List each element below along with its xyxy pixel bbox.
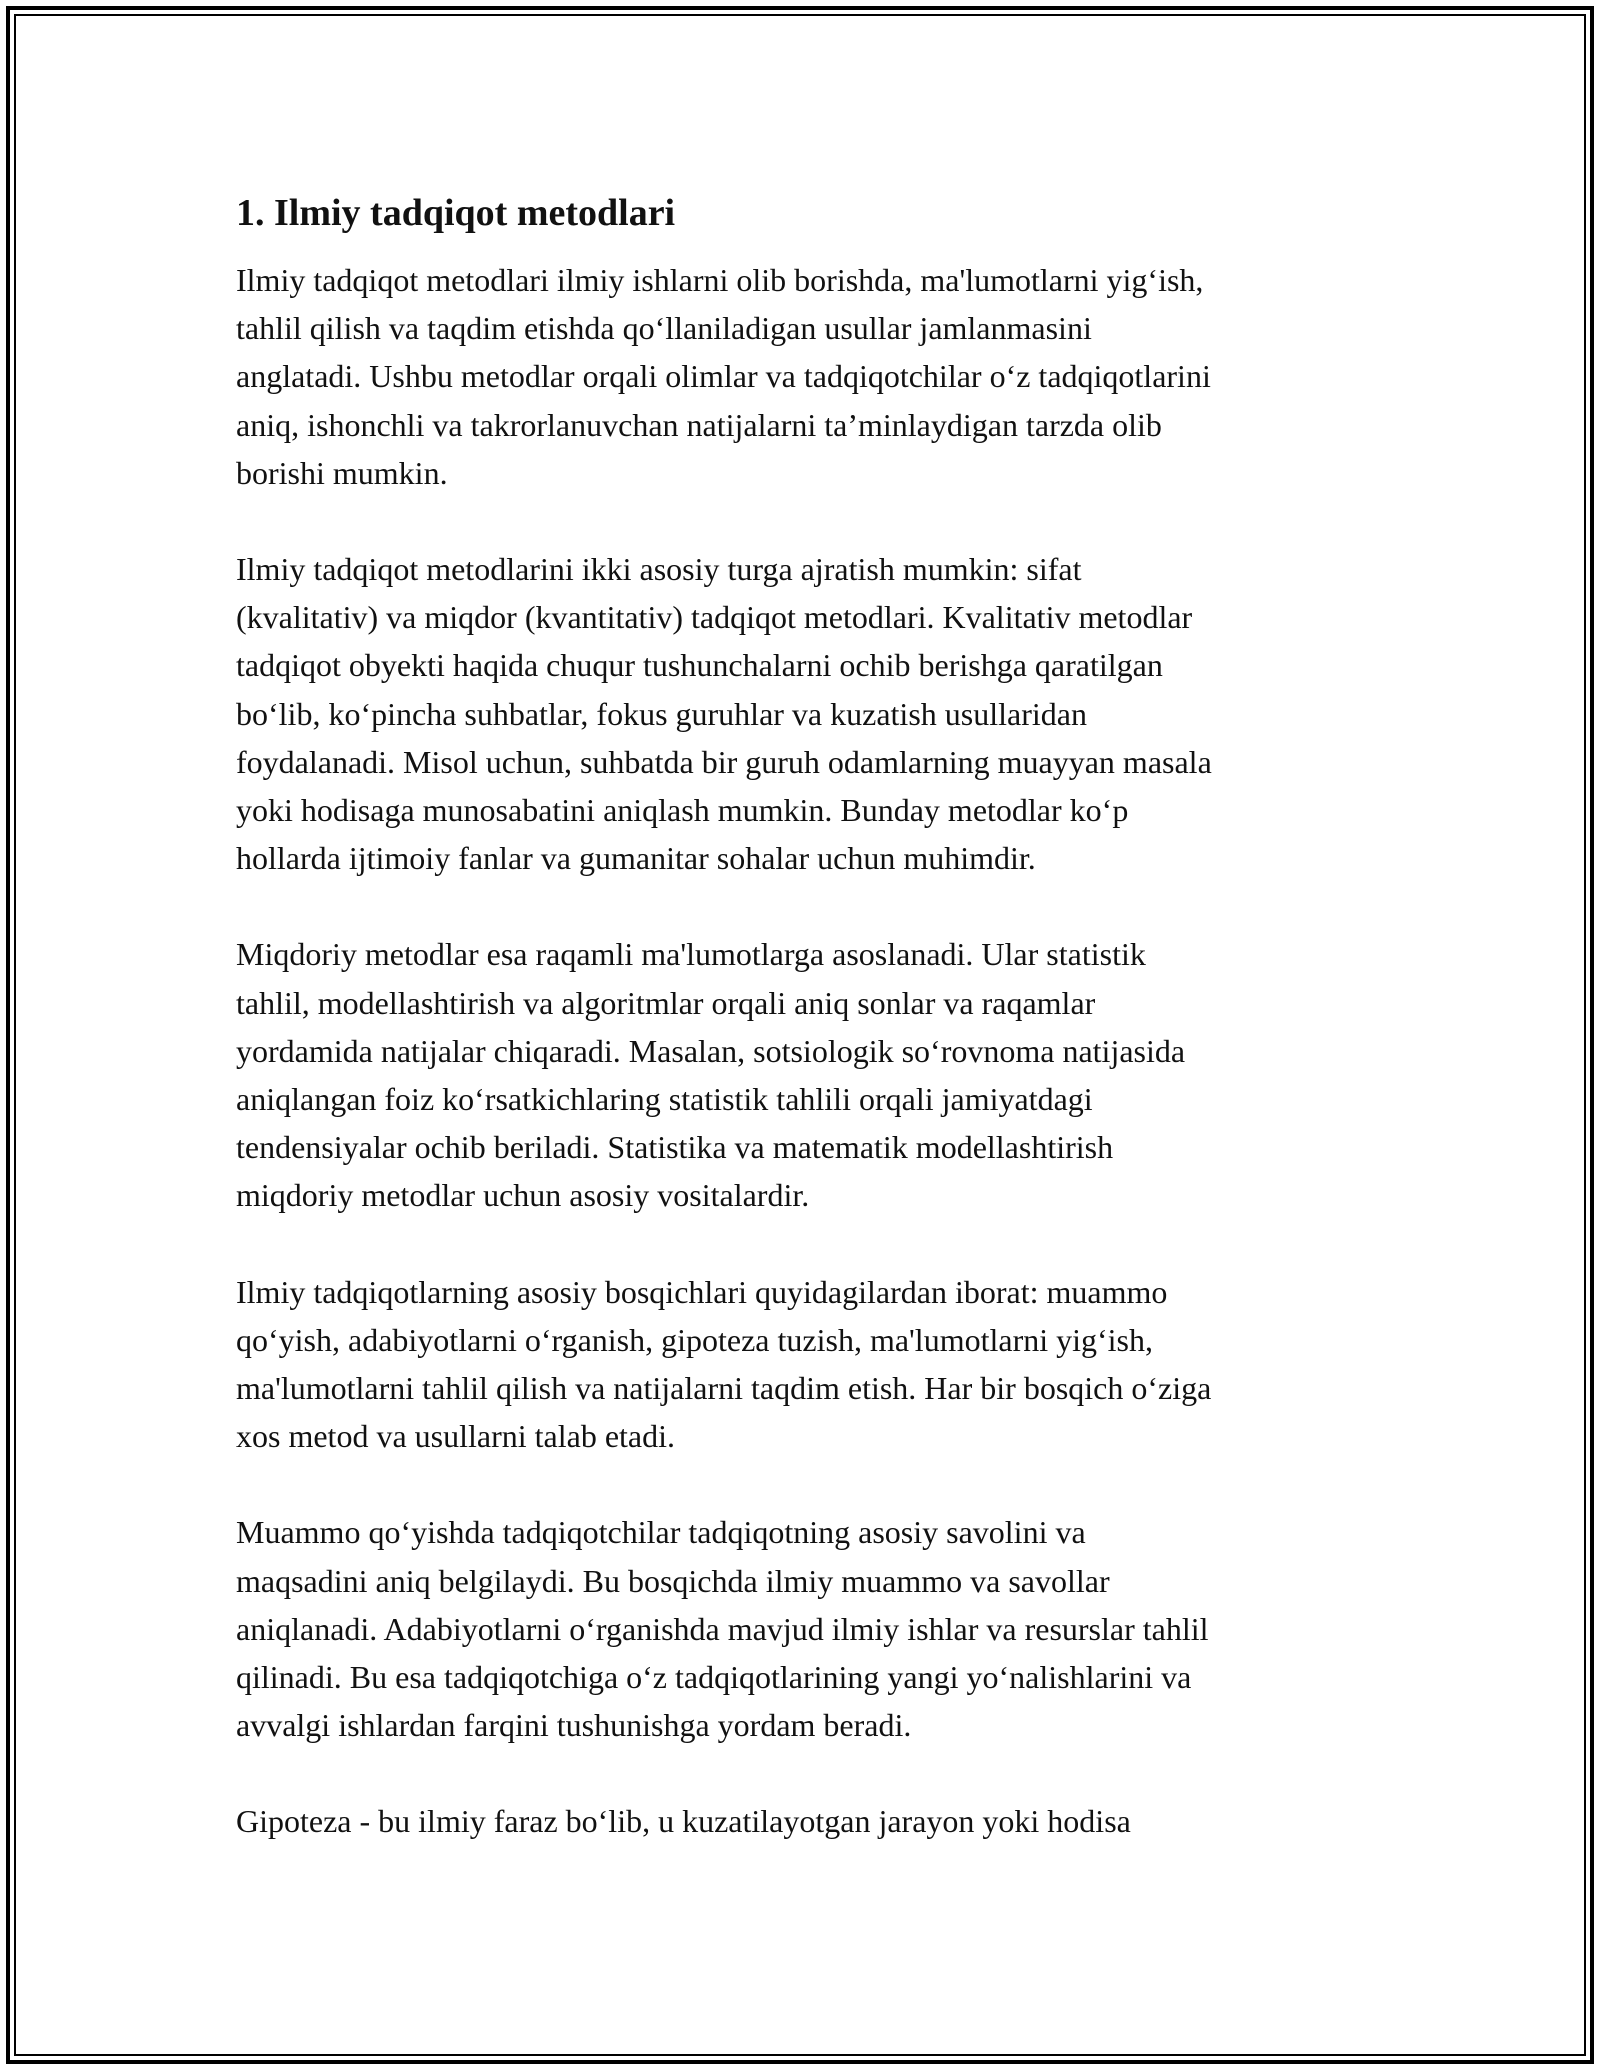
text-line: yordamida natijalar chiqaradi. Masalan, sotsiologik so‘rovnoma natijasida bbox=[236, 1032, 1186, 1069]
text-line: miqdoriy metodlar uchun asosiy vositalardir. bbox=[236, 1177, 810, 1214]
text-line: yoki hodisaga munosabatini aniqlash mumkin. Bunday metodlar ko‘p bbox=[236, 792, 1129, 829]
text-line: avvalgi ishlardan farqini tushunishga yordam beradi. bbox=[236, 1707, 912, 1744]
text-line: Muammo qo‘yishda tadqiqotchilar tadqiqotning asosiy savolini va bbox=[236, 1514, 1086, 1551]
text-line: Ilmiy tadqiqot metodlari ilmiy ishlarni olib borishda, ma'lumotlarni yig‘ish, bbox=[236, 262, 1204, 298]
paragraph bbox=[236, 1797, 1366, 1845]
text-line: borishi mumkin. bbox=[236, 454, 448, 491]
text-line: hollarda ijtimoiy fanlar va gumanitar sohalar uchun muhimdir. bbox=[236, 840, 1036, 877]
text-line: maqsadini aniq belgilaydi. Bu bosqichda ilmiy muammo va savollar bbox=[236, 1562, 1110, 1599]
text-line: Ilmiy tadqiqotlarning asosiy bosqichlari quyidagilardan iborat: muammo bbox=[236, 1273, 1168, 1310]
text-line: anglatadi. Ushbu metodlar orqali olimlar va tadqiqotchilar o‘z tadqiqotlarini bbox=[236, 358, 1211, 395]
paragraph bbox=[236, 930, 1366, 1219]
text-line: xos metod va usullarni talab etadi. bbox=[236, 1418, 675, 1455]
text-line: aniq, ishonchli va takrorlanuvchan natijalarni ta’minlaydigan tarzda olib bbox=[236, 406, 1162, 443]
text-line: tahlil qilish va taqdim etishda qo‘llaniladigan usullar jamlanmasini bbox=[236, 310, 1092, 347]
text-line: tahlil, modellashtirish va algoritmlar orqali aniq sonlar va raqamlar bbox=[236, 984, 1096, 1021]
text-line: Gipoteza - bu ilmiy faraz bo‘lib, u kuzatilayotgan jarayon yoki hodisa bbox=[236, 1803, 1131, 1840]
text-line: ma'lumotlarni tahlil qilish va natijalarni taqdim etish. Har bir bosqich o‘ziga bbox=[236, 1370, 1212, 1407]
paragraph bbox=[236, 1268, 1366, 1461]
text-line: Miqdoriy metodlar esa raqamli ma'lumotlarga asoslanadi. Ular statistik bbox=[236, 936, 1146, 973]
paragraph bbox=[236, 545, 1366, 882]
paragraph bbox=[236, 1508, 1366, 1749]
text-line: (kvalitativ) va miqdor (kvantitativ) tadqiqot metodlari. Kvalitativ metodlar bbox=[236, 599, 1193, 636]
text-line: aniqlanadi. Adabiyotlarni o‘rganishda mavjud ilmiy ishlar va resurslar tahlil bbox=[236, 1610, 1209, 1647]
text-line: aniqlangan foiz ko‘rsatkichlaring statistik tahlili orqali jamiyatdagi bbox=[236, 1081, 1093, 1118]
text-line: Ilmiy tadqiqot metodlarini ikki asosiy turga ajratish mumkin: sifat bbox=[236, 551, 1082, 588]
text-line: foydalanadi. Misol uchun, suhbatda bir guruh odamlarning muayyan masala bbox=[236, 743, 1212, 780]
section-heading: 1. Ilmiy tadqiqot metodlari bbox=[236, 192, 676, 234]
text-line: qilinadi. Bu esa tadqiqotchiga o‘z tadqiqotlarining yangi yo‘nalishlarini va bbox=[236, 1659, 1192, 1696]
paragraph bbox=[236, 256, 1366, 497]
document-body bbox=[236, 188, 1366, 1894]
paragraph-container bbox=[236, 256, 1366, 1846]
text-line: qo‘yish, adabiyotlarni o‘rganish, gipoteza tuzish, ma'lumotlarni yig‘ish, bbox=[236, 1321, 1153, 1358]
text-line: tadqiqot obyekti haqida chuqur tushunchalarni ochib berishga qaratilgan bbox=[236, 647, 1163, 684]
text-line: tendensiyalar ochib beriladi. Statistika va matematik modellashtirish bbox=[236, 1129, 1114, 1166]
text-line: bo‘lib, ko‘pincha suhbatlar, fokus guruhlar va kuzatish usullaridan bbox=[236, 695, 1087, 732]
